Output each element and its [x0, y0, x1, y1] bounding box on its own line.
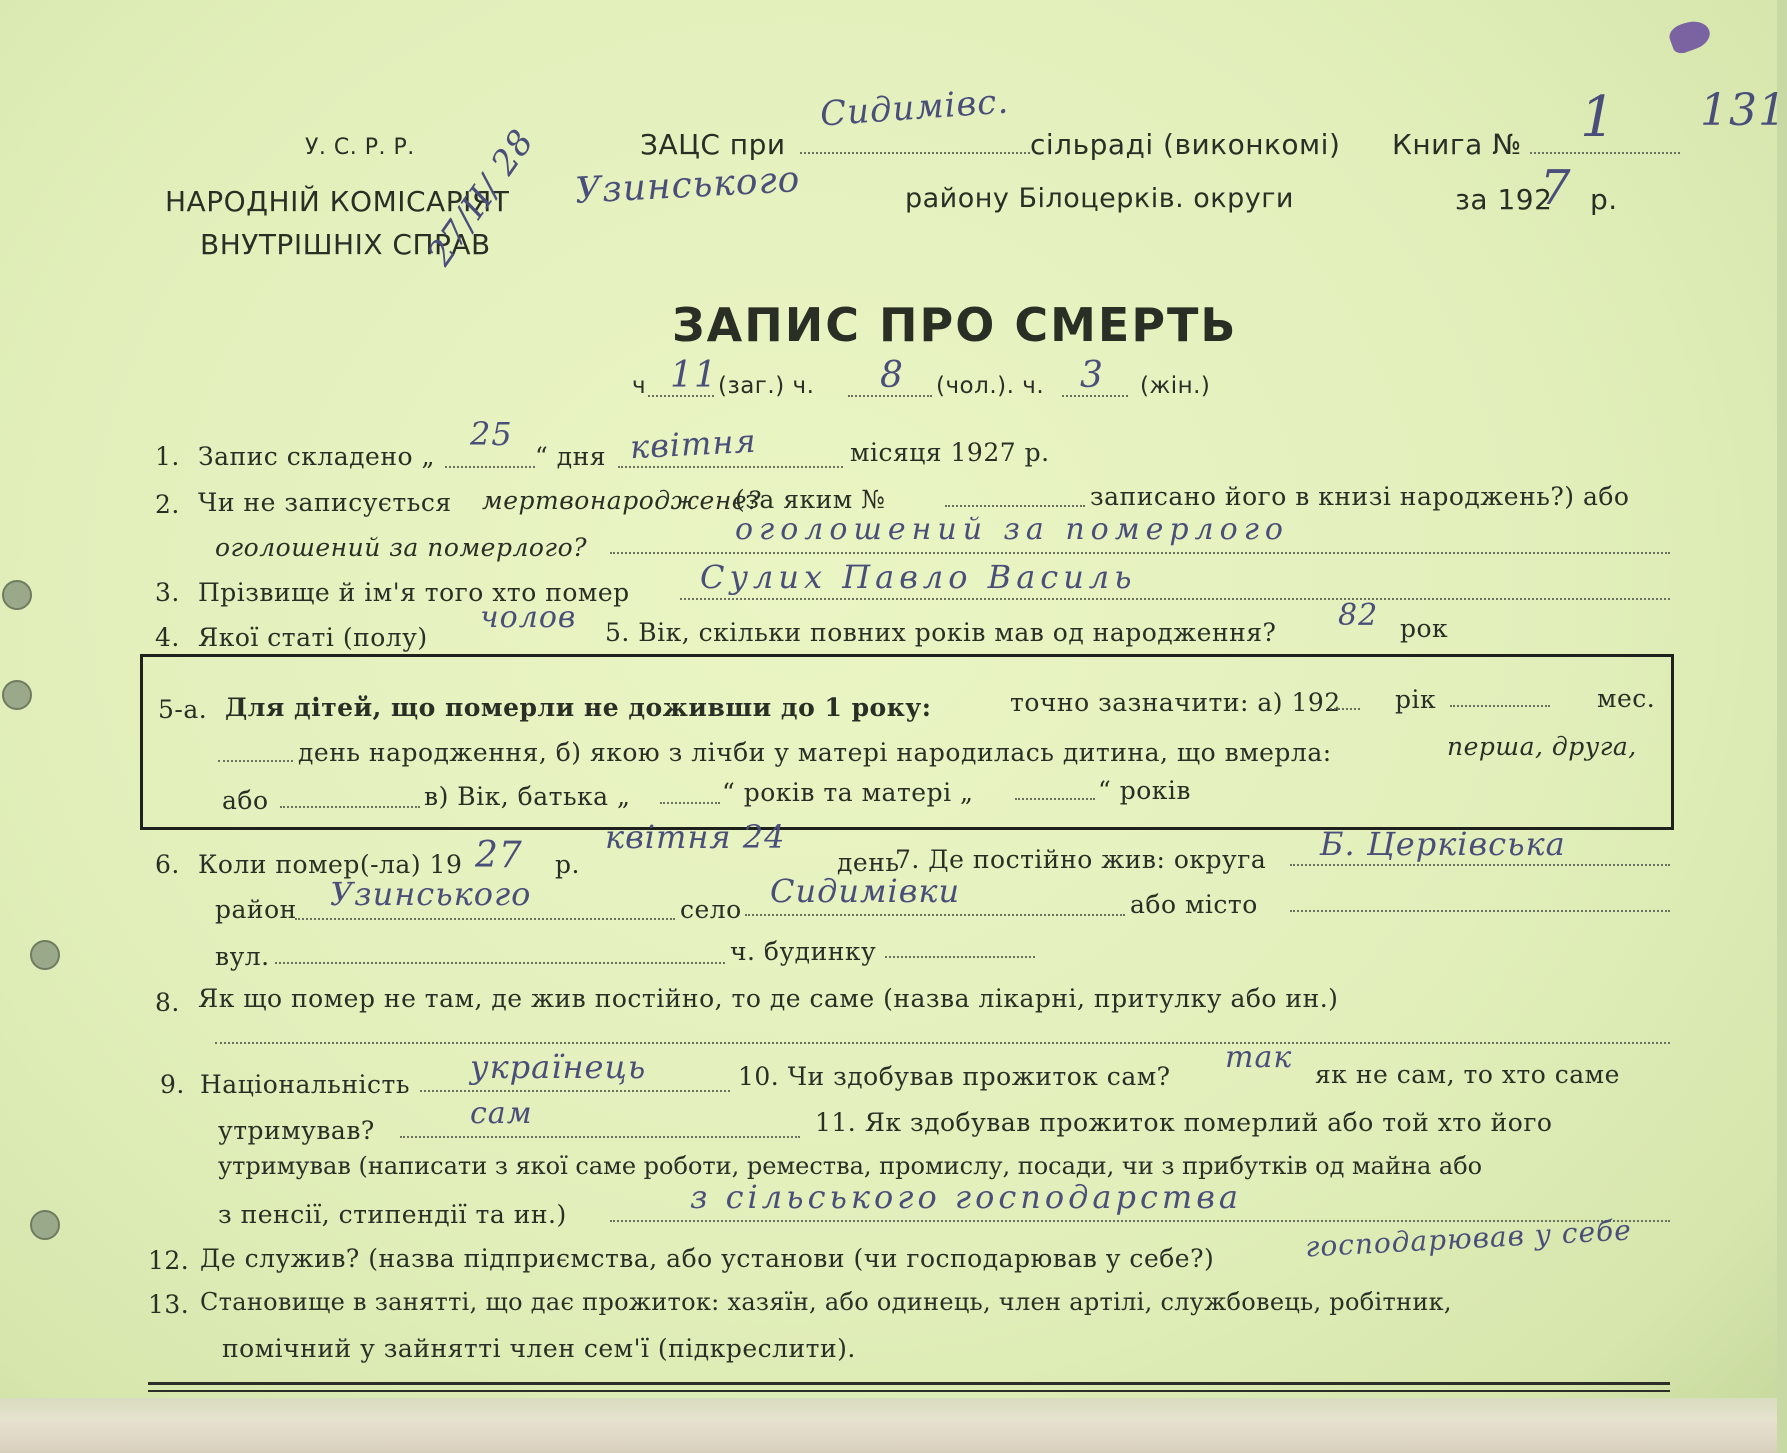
item11-text: 11. Як здобував прожиток померлий або той хто його [815, 1108, 1553, 1137]
item6-text-c: день [837, 848, 900, 877]
hw-death-date: квітня 24 [605, 818, 786, 856]
item5a-mother-line [1015, 798, 1095, 800]
hw-sielrada: Сидимівс. [818, 81, 1011, 135]
item5a-mes: мес. [1597, 684, 1656, 713]
item11-text-b: утримував (написати з якої саме роботи, ремества, промислу, посади, чи з прибутків од майна або [218, 1152, 1483, 1180]
item7-okruga-line [1290, 864, 1670, 866]
item5a-year-line [1330, 708, 1360, 710]
item8-line [215, 1042, 1670, 1044]
ink-stamp-mark [1666, 16, 1713, 56]
item7-raion: район [215, 895, 297, 924]
hw-declared: оголошений за померлого [735, 512, 1289, 547]
hw-nationality: українець [470, 1048, 647, 1086]
item10-line [400, 1136, 800, 1138]
item9-line [420, 1090, 730, 1092]
count-prefix: ч [632, 373, 647, 399]
item9-number: 9. [160, 1070, 185, 1099]
item1-day-line [445, 466, 535, 468]
hw-livelihood: з сільського господарства [690, 1178, 1242, 1216]
punch-hole [2, 680, 32, 710]
hw-raion: Узинського [574, 159, 802, 212]
item5-end: рок [1400, 614, 1449, 643]
item7-text: 7. Де постійно жив: округа [895, 845, 1267, 874]
item10-text-b: як не сам, то хто саме [1315, 1060, 1620, 1089]
item2-declared-line [610, 552, 1670, 554]
item1-text-b: “ дня [535, 442, 607, 471]
item9-text: Національність [200, 1070, 410, 1099]
item1-text-c: місяця 1927 р. [850, 438, 1050, 467]
item5a-order-line [280, 806, 420, 808]
item8-number: 8. [155, 988, 180, 1017]
item13-text: Становище в занятті, що дає прожиток: хазяїн, або одинець, член артілі, службовець, робітник, [200, 1288, 1452, 1316]
count-zhin: (жін.) [1140, 373, 1211, 399]
item7-selo: село [680, 895, 742, 924]
item3-number: 3. [155, 578, 180, 607]
hw-death-year: 27 [475, 835, 523, 876]
commissariat-line1: НАРОДНІЙ КОМІСАРІЯТ [165, 185, 510, 218]
item2-text-c: (за яким № [735, 485, 886, 514]
hw-selo: Сидимівки [770, 872, 961, 910]
item7-selo-line [745, 914, 1125, 916]
item2-number: 2. [155, 490, 180, 519]
item1-number: 1. [155, 442, 180, 471]
item6-text-b: р. [555, 850, 580, 879]
item5a-rik: рік [1395, 685, 1437, 714]
hw-count-total: 11 [670, 355, 718, 396]
commissariat-line2: ВНУТРІШНІХ СПРАВ [200, 228, 491, 261]
item2-text-e: оголошений за померлого? [215, 533, 588, 562]
item8-text: Як що помер не там, де жив постійно, то де саме (назва лікарні, притулку або ин.) [198, 984, 1339, 1013]
item5a-bold: Для дітей, що померли не доживши до 1 року: [225, 693, 932, 722]
item1-text-a: Запис складено „ [198, 442, 435, 471]
sielrada-line [800, 152, 1030, 154]
item13-text-b: помічний у зайнятті член сем'ї (підкреслити). [222, 1334, 856, 1363]
item5a-text-b: день народження, б) якою з лічби у матері народилась дитина, що вмерла: [298, 738, 1332, 767]
hw-count-female: 3 [1080, 355, 1104, 396]
item10-text: 10. Чи здобував прожиток сам? [738, 1062, 1171, 1091]
item5a-text-f: “ років та матері „ [722, 778, 974, 807]
item5a-text-e: в) Вік, батька „ [424, 782, 631, 811]
count-zag: (заг.) ч. [718, 373, 815, 399]
item5-text: 5. Вік, скільки повних років мав од народження? [605, 618, 1277, 647]
hw-corner-no: 131 [1700, 85, 1787, 136]
bottom-rule-1 [148, 1382, 1670, 1385]
zags-prefix: ЗАЦС при [640, 128, 786, 161]
item7-misto-line [1290, 910, 1670, 912]
hw-sex: чолов [480, 600, 577, 635]
hw-supported: сам [470, 1096, 533, 1131]
hw-served: господарював у себе [1304, 1213, 1633, 1264]
ussr-label: У. С. Р. Р. [305, 135, 415, 160]
year-label: за 192 [1455, 183, 1553, 216]
item13-number: 13. [148, 1290, 190, 1319]
item12-text: Де служив? (назва підприємства, або установи (чи господарював у себе?) [200, 1244, 1215, 1273]
raion-suffix: району Білоцерків. округи [905, 183, 1294, 214]
punch-hole [30, 940, 60, 970]
item7-bud-line [885, 956, 1035, 958]
item2-text-b: мертвонароджене? [482, 486, 761, 515]
item5a-text-g: “ років [1098, 776, 1191, 805]
book-label: Книга № [1392, 128, 1522, 161]
punch-hole [30, 1210, 60, 1240]
item10-text-c: утримував? [218, 1116, 375, 1145]
item6-text-a: Коли помер(-ла) 19 [198, 850, 463, 879]
item2-text-d: записано його в книзі народжень?) або [1090, 482, 1630, 511]
item12-number: 12. [148, 1246, 190, 1275]
item1-month-line [618, 466, 843, 468]
item4-text: Якої статі (полу) [198, 623, 428, 652]
hw-month: квітня [629, 421, 758, 467]
item3-name-line [680, 598, 1670, 600]
hw-okruga: Б. Церківська [1320, 825, 1566, 863]
item4-number: 4. [155, 623, 180, 652]
item7-vul-line [275, 962, 725, 964]
count-chol: (чол.). ч. [936, 373, 1045, 399]
book-line [1530, 152, 1680, 154]
item5a-text-d: або [222, 786, 269, 815]
item5a-text-a: точно зазначити: а) 192 [1010, 688, 1341, 717]
hw-name: Сулих Павло Василь [700, 558, 1137, 596]
item5a-day-line [218, 760, 293, 762]
hw-book-no: 1 [1580, 85, 1617, 150]
hw-age: 82 [1338, 598, 1379, 633]
hw-self: так [1225, 1040, 1293, 1075]
item5a-number: 5-а. [158, 695, 208, 724]
item6-number: 6. [155, 850, 180, 879]
hw-margin-date: 27/II/ 28 [420, 122, 543, 273]
year-suffix: р. [1590, 183, 1618, 216]
item3-text: Прізвище й ім'я того хто помер [198, 578, 630, 607]
hw-day: 25 [470, 415, 513, 453]
torn-bottom-edge [0, 1398, 1777, 1453]
item2-text-a: Чи не записується [198, 488, 452, 517]
item2-number-line [945, 505, 1085, 507]
item5a-month-line [1450, 705, 1550, 707]
hw-raion-res: Узинського [330, 875, 532, 913]
bottom-rule-2 [148, 1390, 1670, 1392]
hw-count-male: 8 [880, 355, 904, 396]
item7-raion-line [295, 918, 675, 920]
hw-year-digit: 7 [1540, 160, 1572, 216]
item7-vul: вул. [215, 942, 270, 971]
item7-bud: ч. будинку [730, 937, 877, 966]
item5a-father-line [660, 802, 720, 804]
zags-suffix: сільраді (виконкомі) [1030, 128, 1341, 161]
item7-misto: або місто [1130, 890, 1258, 919]
form-title: ЗАПИС ПРО СМЕРТЬ [672, 298, 1238, 352]
punch-hole [2, 580, 32, 610]
item5a-text-c: перша, друга, [1447, 732, 1637, 761]
item11-text-c: з пенсії, стипендії та ин.) [218, 1200, 567, 1229]
